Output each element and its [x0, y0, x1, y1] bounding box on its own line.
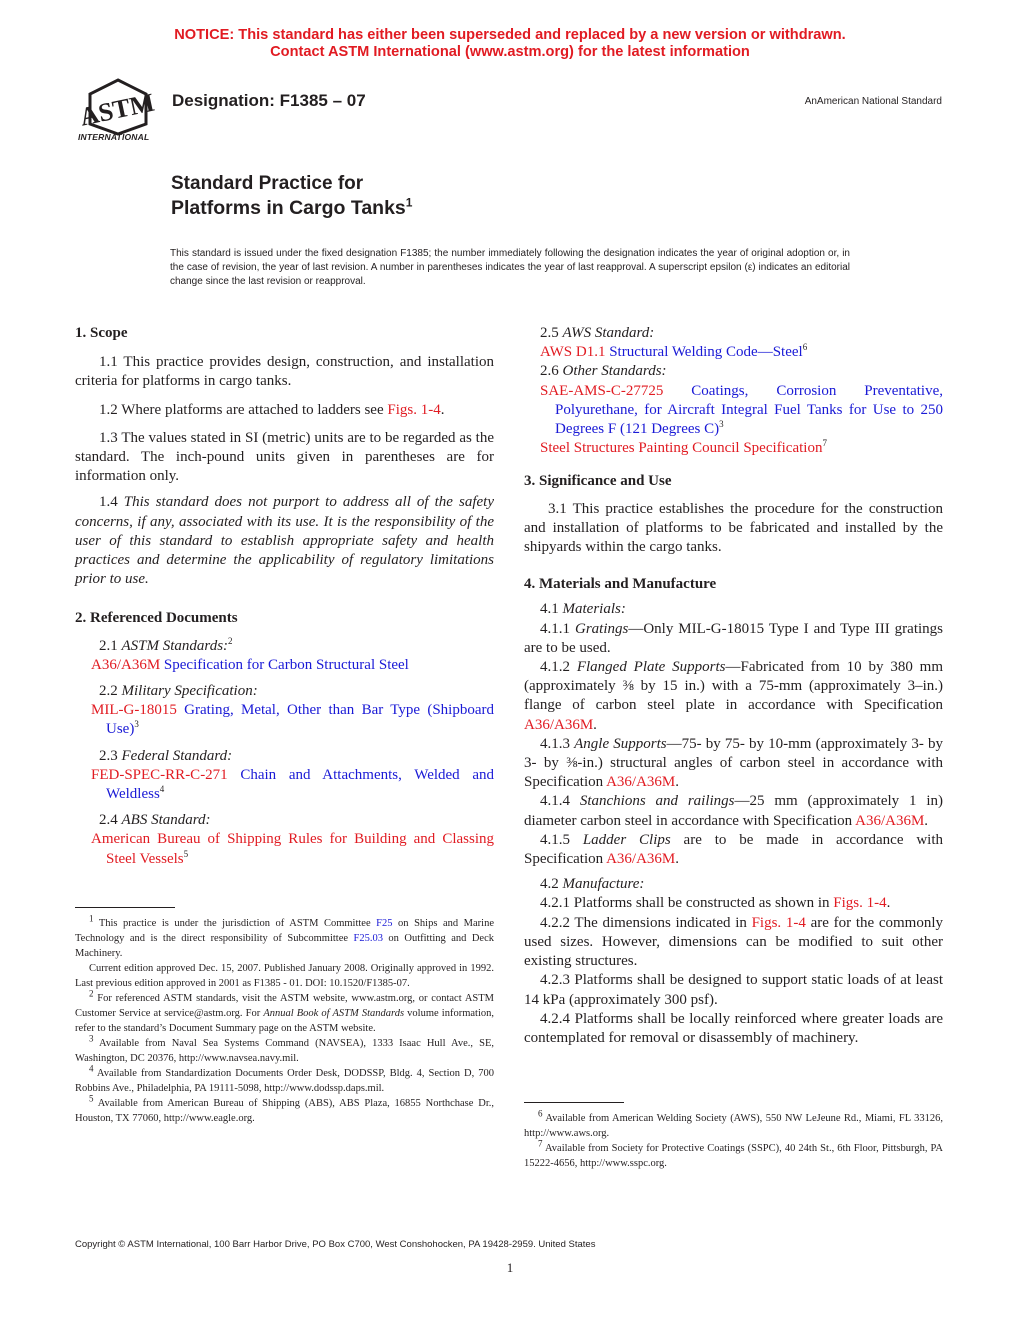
p413-num: 4.1.3	[540, 735, 575, 752]
footnote-rule-right	[524, 1102, 624, 1103]
ref-2-2-label: Military Specification:	[121, 683, 258, 700]
ref-2-4	[75, 811, 494, 830]
ref-fed-sup[interactable]: 4	[159, 784, 165, 795]
notice-line-1: NOTICE: This standard has either been superseded and replaced by a new version or withdrawn.	[174, 27, 846, 43]
ref-aws-sup[interactable]: 6	[802, 342, 808, 353]
p414-num: 4.1.4	[540, 793, 580, 810]
footnotes-right	[524, 1108, 943, 1171]
ref-a36	[75, 656, 494, 675]
para-1-2	[75, 401, 494, 420]
ref-2-3-label: Federal Standard:	[121, 747, 233, 764]
ref-2-6-num: 2.6	[540, 363, 563, 380]
para-4-2-1	[524, 894, 943, 913]
p414-label: Stanchions and railings	[579, 793, 735, 810]
f2503-link[interactable]: F25.03	[353, 933, 383, 944]
section-1-heading: 1. Scope	[75, 325, 128, 341]
p415-end: .	[675, 851, 679, 868]
ref-2-6	[524, 362, 943, 381]
p414-link[interactable]: A36/A36M	[855, 812, 925, 829]
fn2-italic: Annual Book of ASTM Standards	[263, 1008, 405, 1019]
abs-link[interactable]: American Bureau of Shipping Rules for Building and Classing Steel Vessels	[91, 831, 494, 867]
p414-end: .	[924, 812, 929, 829]
ref-2-2-num: 2.2	[99, 683, 122, 700]
fn2-b: volume information, refer to the standard’s Document Summary page on the ASTM website.	[75, 1008, 494, 1034]
p413-end: .	[675, 774, 679, 791]
p413-link[interactable]: A36/A36M	[606, 774, 676, 791]
ref-abs-sup[interactable]: 5	[183, 848, 189, 859]
ref-2-5	[524, 324, 943, 343]
figs-link[interactable]: Figs. 1-4	[387, 401, 441, 418]
fn5-text: Available from American Bureau of Shipping (ABS), ABS Plaza, 16855 Northchase Dr., Houston, TX 77060, http://www.eagle.org.	[75, 1098, 494, 1124]
fn4-text: Available from Standardization Documents Order Desk, DODSSP, Bldg. 4, Section D, 700 Robbins Ave., Philadelphia, PA 19111-5098, http://www.dodssp.daps.mil.	[75, 1068, 494, 1094]
logo-international: INTERNATIONAL	[78, 132, 150, 142]
title-main: Platforms in Cargo Tanks	[171, 197, 406, 219]
ref-2-4-num: 2.4	[99, 812, 122, 829]
section-3-heading: 3. Significance and Use	[524, 473, 672, 490]
ref-abs	[75, 830, 494, 868]
sspc-link[interactable]: Steel Structures Painting Council Specification	[540, 440, 823, 457]
para-4-2-4: 4.2.4 Platforms shall be locally reinforced where greater loads are contemplated for removal or disassembly of machinery.	[524, 1010, 943, 1046]
ref-2-6-label: Other Standards:	[562, 363, 667, 380]
para-4-1-3	[524, 735, 943, 793]
title-line-1: Standard Practice for	[171, 173, 364, 194]
copyright: Copyright © ASTM International, 100 Barr Harbor Drive, PO Box C700, West Conshohocken, PA 19428-2959. United States	[75, 1239, 596, 1250]
p413-label: Angle Supports	[574, 735, 667, 752]
notice-line-2: Contact ASTM International (www.astm.org) for the latest information	[270, 44, 750, 60]
intro-paragraph: This standard is issued under the fixed designation F1385; the number immediately following the designation indicates the year of original adoption or, in the case of revision, the year of last revision. A number in parentheses indicates the year of last reapproval. A superscript epsilon (ε) indicates an editorial change since the last revision or reapproval.	[170, 248, 850, 287]
a36-title[interactable]: Specification for Carbon Structural Steel	[160, 656, 409, 673]
para-1-4-num: 1.4	[99, 494, 124, 511]
para-4-2	[524, 875, 943, 894]
fed-link[interactable]: FED-SPEC-RR-C-271	[91, 766, 228, 783]
astm-logo	[74, 74, 162, 144]
para-3-1: 3.1 This practice establishes the procedure for the construction and installation of platforms to be fabricated and installed by the shipyards within the cargo tanks.	[524, 500, 943, 556]
p412-text: —Fabricated from 10 by 380 mm (approximately ⅜ by 15 in.) with a 75-mm (approximately 3–in.) flange of carbon steel plate in accordance with Specification	[524, 659, 944, 714]
p412-num: 4.1.2	[540, 659, 577, 676]
fn1-a: This practice is under the jurisdiction of ASTM Committee	[93, 918, 377, 929]
ref-2-5-num: 2.5	[540, 325, 563, 341]
right-column	[524, 324, 943, 1048]
ref-sae-sup[interactable]: 3	[719, 419, 724, 430]
fed-title[interactable]: Chain and Attachments, Welded and Weldless	[106, 766, 494, 803]
fn4-mark: 4	[89, 1063, 94, 1074]
ref-2-1-label: ASTM Standards:	[121, 637, 229, 654]
para-4-1-2	[524, 658, 943, 735]
ref-sspc-sup[interactable]: 7	[822, 438, 827, 449]
sae-link[interactable]: SAE-AMS-C-27725	[540, 382, 664, 399]
p421-end: .	[886, 895, 891, 912]
a36-link[interactable]: A36/A36M	[91, 656, 161, 673]
p411-text: —Only MIL-G-18015 Type I and Type III gratings are to be used.	[524, 620, 943, 656]
para-4-1-label: Materials:	[562, 601, 626, 618]
p411-num: 4.1.1	[540, 620, 575, 637]
fn2-a: For referenced ASTM standards, visit the ASTM website, www.astm.org, or contact ASTM Customer Service at service@astm.org. For	[75, 993, 494, 1019]
fn2-mark: 2	[89, 988, 94, 999]
para-4-2-2	[524, 914, 943, 972]
fn1-b: on Ships and Marine Technology and is the direct responsibility of Subcommittee	[75, 918, 494, 944]
sae-title[interactable]: Coatings, Corrosion Preventative, Polyurethane, for Aircraft Integral Fuel Tanks for Use to 250 Degrees F (121 Degrees C)	[555, 382, 943, 438]
ref-sspc	[524, 439, 943, 458]
footnote-3	[75, 1033, 494, 1066]
para-4-2-label: Manufacture:	[562, 876, 645, 893]
para-4-2-3: 4.2.3 Platforms shall be designed to support static loads of at least 14 kPa (approximately 300 psf).	[524, 972, 943, 1008]
ref-2-4-label: ABS Standard:	[121, 812, 211, 829]
mil-link[interactable]: MIL-G-18015	[91, 702, 177, 719]
fn7-text: Available from Society for Protective Coatings (SSPC), 40 24th St., 6th Floor, Pittsburgh, PA 15222-4656, http://www.sspc.org.	[524, 1143, 943, 1169]
para-1-2-text: 1.2 Where platforms are attached to ladders see	[99, 401, 388, 418]
p421-text: 4.2.1 Platforms shall be constructed as shown in	[540, 895, 834, 912]
title-footnote-ref[interactable]: 1	[405, 195, 413, 210]
page-number: 1	[506, 1260, 514, 1275]
p412-label: Flanged Plate Supports	[576, 659, 726, 676]
mil-title[interactable]: Grating, Metal, Other than Bar Type (Shipboard Use)	[106, 702, 494, 738]
f25-link[interactable]: F25	[376, 918, 393, 929]
ref-2-5-label: AWS Standard:	[562, 325, 655, 341]
fn7-mark: 7	[538, 1138, 543, 1149]
para-1-3: 1.3 The values stated in SI (metric) units are to be regarded as the standard. The inch-pound units given in parentheses are for information only.	[75, 429, 494, 485]
para-1-4-text: This standard does not purport to address all of the safety concerns, if any, associated with its use. It is the responsibility of the user of this standard to establish appropriate safety and health practices and determine the applicability of regulatory limitations prior to use.	[75, 494, 494, 588]
para-1-1: 1.1 This practice provides design, construction, and installation criteria for platforms in cargo tanks.	[75, 354, 494, 390]
footnote-7	[524, 1138, 943, 1171]
ref-fed	[75, 766, 494, 804]
para-4-1	[524, 600, 943, 619]
p422-text: 4.2.2 The dimensions indicated in	[540, 914, 752, 931]
p415-num: 4.1.5	[540, 831, 583, 848]
p414-text: —25 mm (approximately 1 in) diameter carbon steel in accordance with Specification	[524, 793, 944, 829]
fn3-mark: 3	[89, 1033, 94, 1044]
footnote-1	[75, 913, 495, 961]
ref-2-1-num: 2.1	[99, 637, 122, 654]
notice-banner	[0, 27, 1020, 61]
para-4-1-4	[524, 792, 943, 830]
ref-2-3-num: 2.3	[99, 747, 122, 764]
section-2-heading: 2. Referenced Documents	[75, 610, 238, 627]
ref-2-1	[75, 637, 494, 656]
ref-mil-sup[interactable]: 3	[134, 719, 139, 730]
footnote-1-edition: Current edition approved Dec. 15, 2007. Published January 2008. Originally approved in 1992. Last previous edition approved in 2001 as F1385 - 01. DOI: 10.1520/F1385-07.	[75, 963, 494, 989]
national-standard: AnAmerican National Standard	[804, 96, 942, 107]
p415-label: Ladder Clips	[582, 831, 671, 848]
ref-2-3	[75, 747, 494, 766]
footnote-6	[524, 1108, 943, 1141]
footnote-4	[75, 1063, 494, 1096]
fn5-mark: 5	[89, 1093, 94, 1104]
para-1-2-end: .	[440, 401, 445, 418]
footnote-5	[75, 1093, 494, 1126]
p421-link[interactable]: Figs. 1-4	[833, 895, 887, 912]
p411-label: Gratings	[574, 620, 629, 637]
designation: Designation: F1385 – 07	[172, 91, 366, 110]
p413-text: —75- by 75- by 10-mm (approximately 3- by 3- by ⅜-in.) structural angles of carbon steel in accordance with Specification	[524, 735, 943, 791]
p422-link[interactable]: Figs. 1-4	[751, 914, 806, 931]
fn1-c: on Outfitting and Deck Machinery.	[75, 933, 495, 959]
para-4-2-num: 4.2	[540, 876, 563, 893]
ref-aws	[524, 343, 943, 362]
para-1-4	[75, 493, 494, 589]
p412-end: .	[593, 716, 597, 733]
p415-link[interactable]: A36/A36M	[606, 851, 676, 868]
p422-end: are for the commonly used sizes. However, dimensions can be modified to suit other existing structures.	[524, 914, 944, 970]
p415-text: are to be made in accordance with Specification	[524, 831, 943, 868]
p412-link[interactable]: A36/A36M	[524, 716, 594, 733]
svg-text:ASTM: ASTM	[77, 87, 157, 132]
aws-link[interactable]: AWS D1.1	[540, 344, 606, 361]
para-4-1-1	[524, 620, 943, 658]
footnotes-left	[75, 913, 495, 1126]
fn6-text: Available from American Welding Society (AWS), 550 NW LeJeune Rd., Miami, FL 33126, http://www.aws.org.	[524, 1113, 943, 1139]
title-line-2	[171, 197, 412, 220]
ref-2-1-sup[interactable]: 2	[228, 635, 233, 646]
para-4-1-num: 4.1	[540, 601, 563, 618]
ref-sae	[524, 382, 943, 440]
ref-mil	[75, 701, 494, 739]
footnote-rule-left	[75, 907, 175, 908]
fn1-mark: 1	[89, 913, 94, 924]
left-column	[75, 324, 494, 869]
para-4-1-5	[524, 831, 943, 869]
footnote-2	[75, 988, 494, 1036]
ref-2-2	[75, 682, 494, 701]
aws-title[interactable]: Structural Welding Code—Steel	[605, 344, 803, 361]
fn6-mark: 6	[538, 1108, 543, 1119]
fn3-text: Available from Naval Sea Systems Command (NAVSEA), 1333 Isaac Hull Ave., SE, Washington, DC 20376, http://www.navsea.navy.mil.	[75, 1038, 494, 1064]
section-4-heading: 4. Materials and Manufacture	[524, 576, 717, 593]
